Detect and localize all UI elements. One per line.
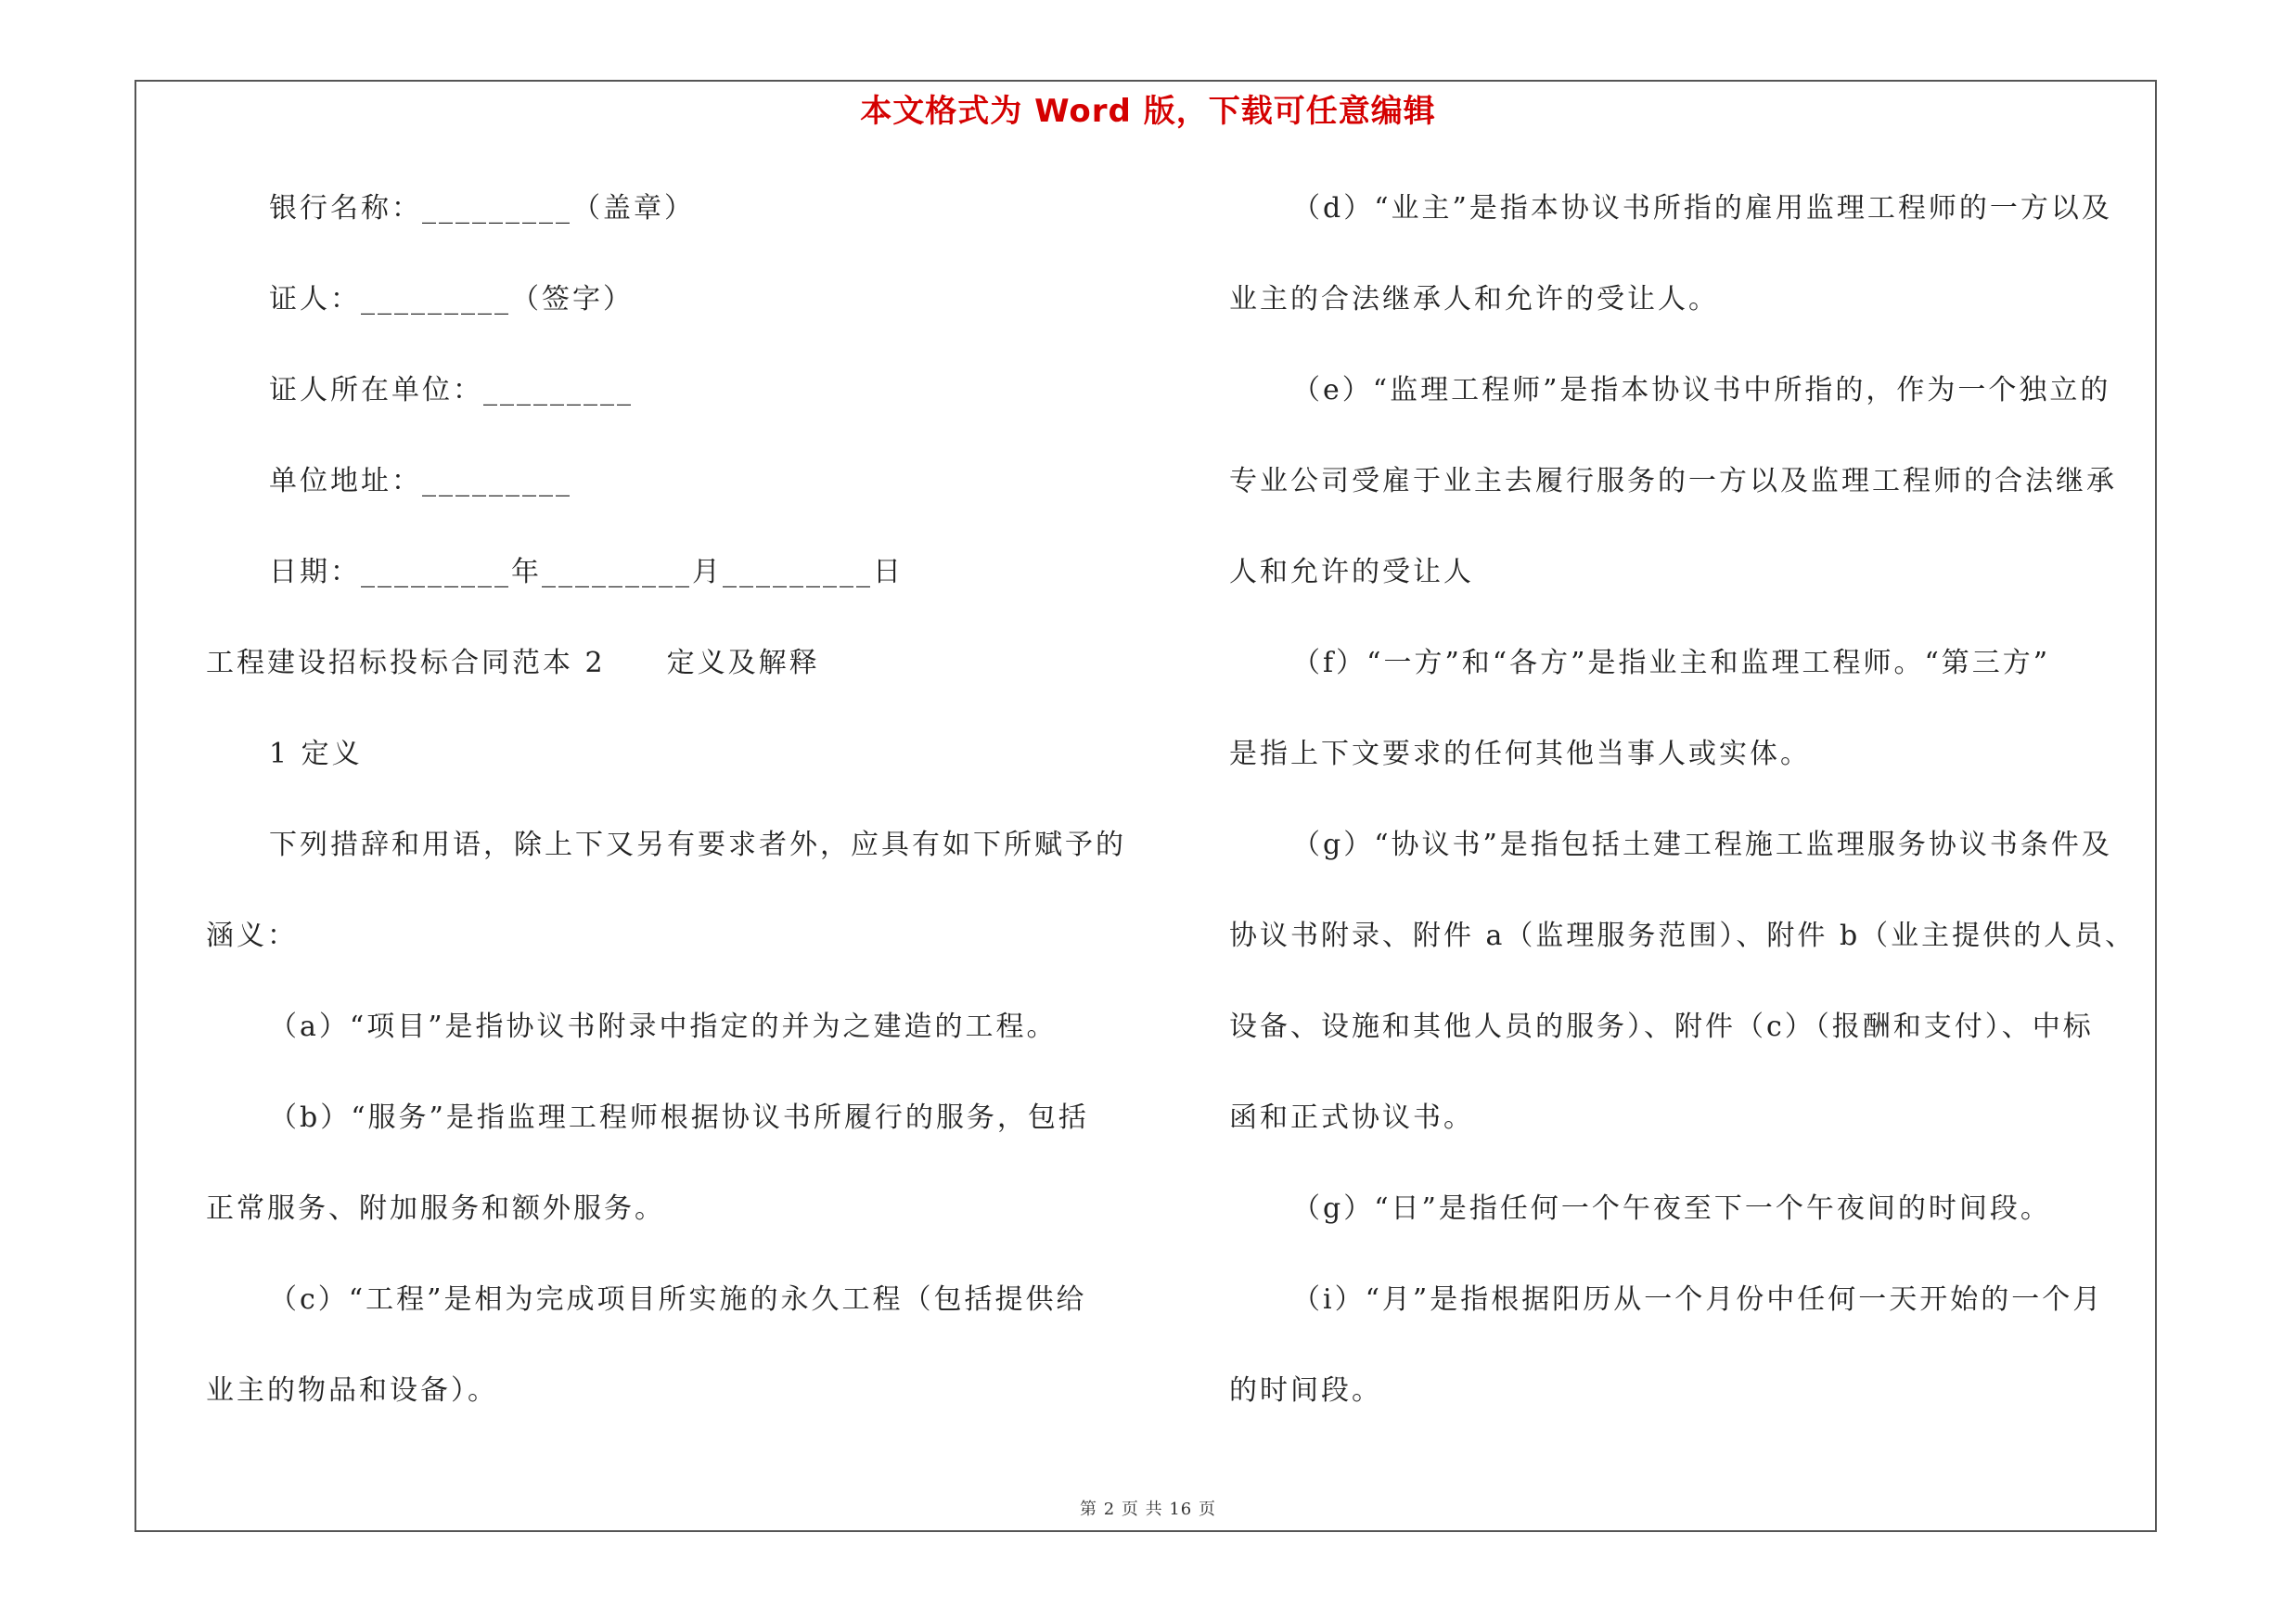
text-line: 人和允许的受让人: [1229, 556, 1474, 588]
text-line: 设备、设施和其他人员的服务）、附件（c）（报酬和支付）、中标: [1229, 1011, 2094, 1043]
left-column: [206, 186, 1124, 1459]
text-line: 专业公司受雇于业主去履行服务的一方以及监理工程师的合法继承: [1229, 465, 2117, 497]
text-line: 证人：_________（签字）: [269, 283, 634, 316]
text-line: （g）“日”是指任何一个午夜至下一个午夜间的时间段。: [1292, 1192, 2051, 1225]
text-line: 业主的物品和设备）。: [206, 1374, 498, 1407]
format-banner: 本文格式为 Word 版，下载可任意编辑: [860, 93, 1436, 130]
text-line: 业主的合法继承人和允许的受让人。: [1229, 283, 1719, 316]
text-line: （i）“月”是指根据阳历从一个月份中任何一天开始的一个月: [1292, 1283, 2104, 1316]
text-line: 是指上下文要求的任何其他当事人或实体。: [1229, 738, 1811, 770]
text-line: 1 定义: [269, 738, 363, 770]
text-line: 日期：_________年_________月_________日: [269, 556, 904, 588]
text-line: 的时间段。: [1229, 1374, 1382, 1407]
text-line: （c）“工程”是相为完成项目所实施的永久工程（包括提供给: [269, 1283, 1087, 1316]
text-line: 证人所在单位：_________: [269, 374, 634, 406]
text-line: 正常服务、附加服务和额外服务。: [206, 1192, 665, 1225]
text-line: 函和正式协议书。: [1229, 1101, 1474, 1134]
text-line: （d）“业主”是指本协议书所指的雇用监理工程师的一方以及: [1292, 192, 2112, 225]
text-line: （e）“监理工程师”是指本协议书中所指的，作为一个独立的: [1292, 374, 2111, 406]
text-line: 协议书附录、附件 a（监理服务范围）、附件 b（业主提供的人员、: [1229, 920, 2136, 952]
text-line: （a）“项目”是指协议书附录中指定的并为之建造的工程。: [269, 1011, 1058, 1043]
text-line: 银行名称：_________（盖章）: [269, 192, 695, 225]
text-line: （b）“服务”是指监理工程师根据协议书所履行的服务，包括: [269, 1101, 1089, 1134]
text-line: 涵义：: [206, 920, 298, 952]
text-line: （g）“协议书”是指包括土建工程施工监理服务协议书条件及: [1292, 829, 2112, 861]
text-line: 下列措辞和用语，除上下又另有要求者外，应具有如下所赋予的: [269, 829, 1126, 861]
page-number: 第 2 页 共 16 页: [1080, 1500, 1216, 1519]
section-heading: 工程建设招标投标合同范本 2 定义及解释: [206, 647, 820, 679]
right-column: [1229, 186, 2148, 1459]
text-line: 单位地址：_________: [269, 465, 572, 497]
text-line: （f）“一方”和“各方”是指业主和监理工程师。“第三方”: [1292, 647, 2051, 679]
